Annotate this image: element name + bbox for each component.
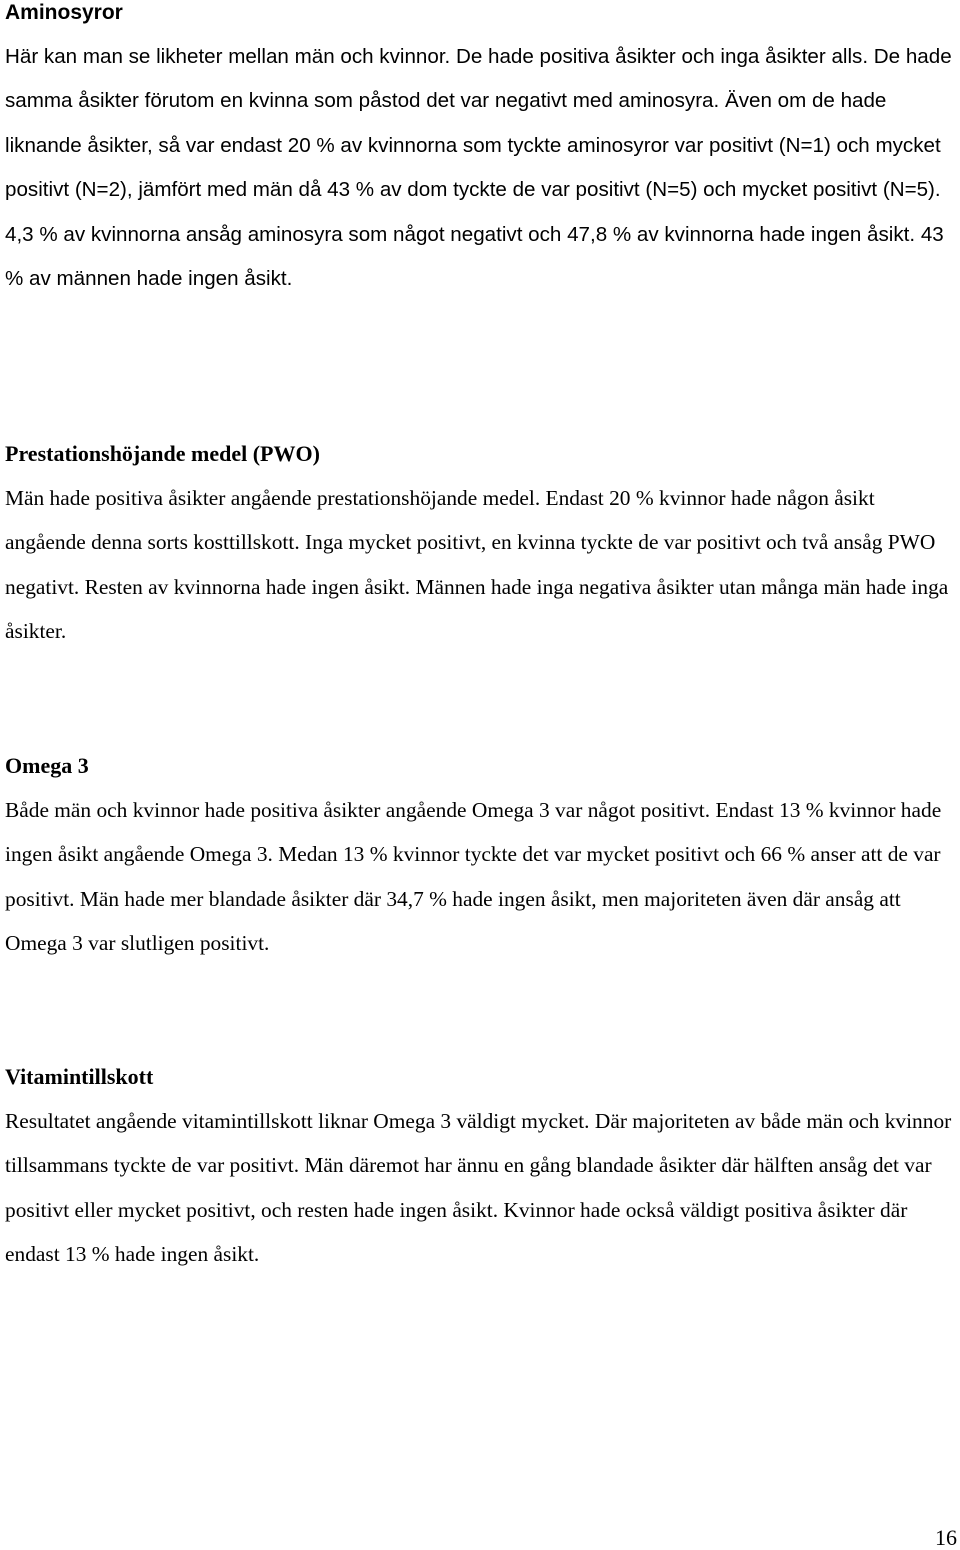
section-paragraph: Män hade positiva åsikter angående prestationshöjande medel. Endast 20 % kvinnor hade någon åsikt angående denna sorts kosttillskott. Inga mycket positivt, en kvinna tyckte de var positivt och två ansåg PWO negativt. Resten av kvinnorna hade ingen åsikt. Männen hade inga negativa åsikter utan många män hade inga åsikter. bbox=[5, 486, 949, 644]
section-paragraph: 4,3 % av kvinnorna ansåg aminosyra som något negativt och 47,8 % av kvinnorna hade ingen åsikt. 43 % av männen hade ingen åsikt. bbox=[5, 222, 944, 291]
section-omega-3 bbox=[5, 753, 957, 966]
section-paragraph: Både män och kvinnor hade positiva åsikter angående Omega 3 var något positivt. Endast 13 % kvinnor hade ingen åsikt angående Omega 3. Medan 13 % kvinnor tyckte det var mycket positivt och 66 % anser att de var positivt. Män hade mer blandade åsikter där 34,7 % hade ingen åsikt, men majoriteten även där ansåg att Omega 3 var slutligen positivt. bbox=[5, 798, 942, 956]
section-heading: Omega 3 bbox=[5, 753, 89, 778]
section-heading: Aminosyror bbox=[5, 1, 123, 24]
section-paragraph: Resultatet angående vitamintillskott liknar Omega 3 väldigt mycket. Där majoriteten av både män och kvinnor tillsammans tyckte de var positivt. Män däremot har ännu en gång blandade åsikter där hälften ansåg det var positivt eller mycket positivt, och resten hade ingen åsikt. Kvinnor hade också väldigt positiva åsikter där endast 13 % hade ingen åsikt. bbox=[5, 1109, 952, 1267]
section-pwo bbox=[5, 441, 957, 654]
page-number: 16 bbox=[935, 1525, 957, 1550]
section-paragraph: Här kan man se likheter mellan män och kvinnor. De hade positiva åsikter och inga åsikter alls. De hade samma åsikter förutom en kvinna som påstod det var negativt med aminosyra. Även om de hade liknande åsikter, så var endast 20 % av kvinnorna som tyckte aminosyror var positivt (N=1) och mycket positivt (N=2), jämfört med män då 43 % av dom tyckte de var positivt (N=5) och mycket positivt (N=5). bbox=[5, 45, 952, 202]
section-heading: Prestationshöjande medel (PWO) bbox=[5, 441, 320, 466]
section-heading: Vitamintillskott bbox=[5, 1064, 154, 1089]
section-vitamintillskott bbox=[5, 1064, 957, 1277]
section-aminosyror bbox=[5, 0, 957, 301]
